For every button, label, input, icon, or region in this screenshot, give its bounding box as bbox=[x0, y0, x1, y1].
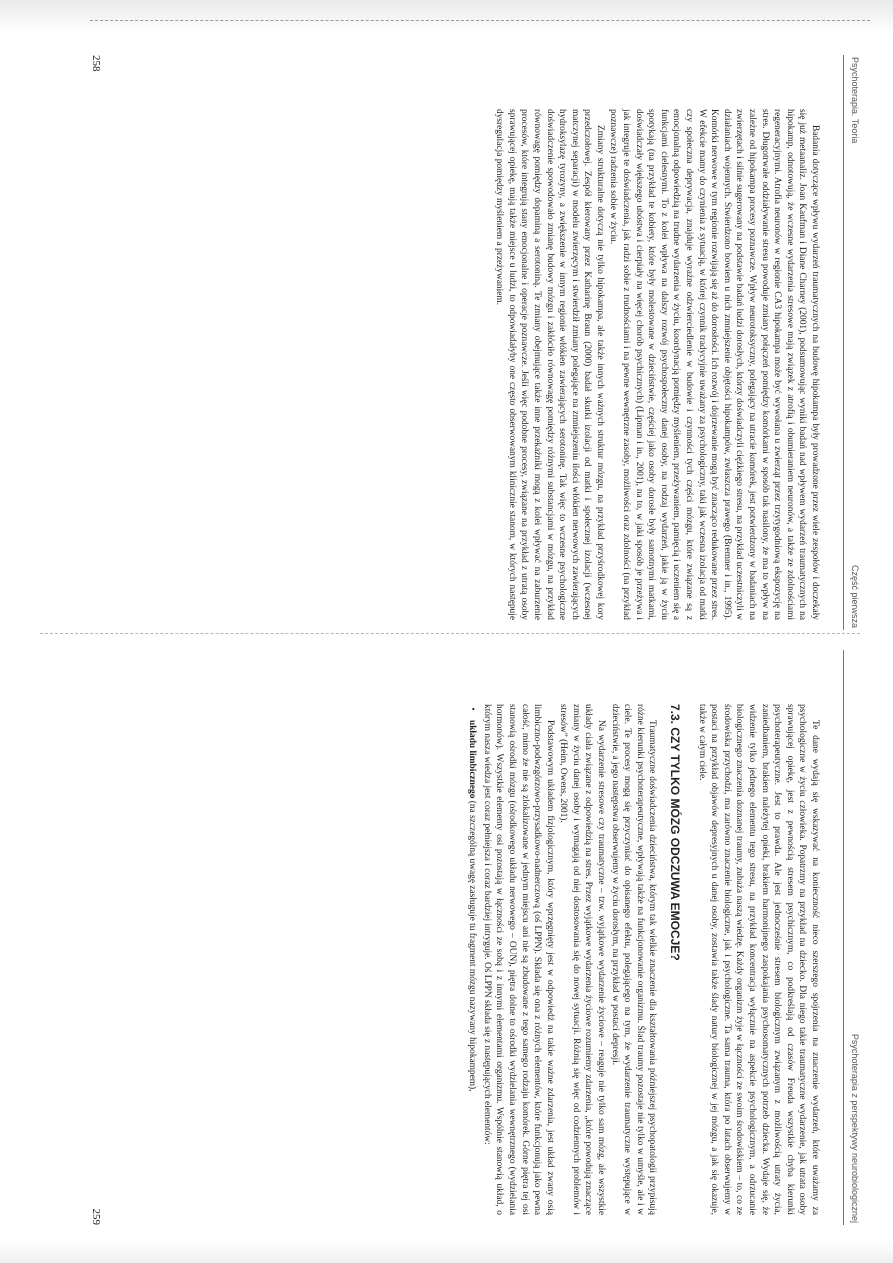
running-header bbox=[843, 55, 860, 630]
left-page bbox=[90, 55, 860, 630]
list-item-text bbox=[466, 720, 479, 1092]
right-page bbox=[90, 650, 860, 1225]
paragraph: Zmiany strukturalne dotyczą nie tylko hipokampa, ale także innych ważnych struktur mózgu, na przykład przyśrodkowej kory przedczołowej. Zespół kierowany przez Katharinę Braun (2000) badał skutki izolacji od matki i społecznej izolacji (wczesnej matczynej separacji) w modelu zwierzęcym i stwierdził zmiany polegające na zmniejszeniu ilości włókien nerwowych zawierających hydroksylazę tyrozyny, a zwiększenie w innym regionie włókien zawierających serotoninę. Tak więc to wczesne psychologiczne doświadczenie spowodowało zmianę budowy mózgu i zakłóciło równowagę pomiędzy różnymi substancjami w mózgu, na przykład równowagę pomiędzy dopaminą a serotoniną. Te zmiany obejmujące także inne przekaźniki mogą z kolei wpływać na zaburzenie procesów, które integrują stany emocjonalne i operacje poznawcze. Jeśli więc podobne procesy, związane na przykład z utratą osoby sprawującej opiekę, mają także miejsce u ludzi, to odpowiadałyby one często obserwowanym klinicznie stanom, w których następuje dysregulacja pomiędzy myśleniem a przeżywaniem. bbox=[494, 109, 605, 620]
list-item bbox=[466, 704, 479, 1215]
paragraph: Badania dotyczące wpływu wydarzeń traumatycznych na budowę hipokampa były prowadzone przez wiele zespołów i doczekały się już metaanaliz. Joan Kaufman i Diane Charney (2001), podsumowując wyniki badań nad wpływem wydarzeń traumatycznych na hipokamp, odnotowują, że wczesne wydarzenia stresowe mają związek z atrofią i obumieraniem neuronów, a także ze zdolnościami regeneracyjnymi. Atrofia neuronów w regionie CA3 hipokampa może być wywołana u zwierząt przez trzytygodniową ekspozycję na stres. Długotrwałe oddziaływanie stresu powoduje zmiany połączeń pomiędzy komórkami w sposób tak nasilony, że ma to wpływ na zależne od hipokampa procesy poznawcze. Wpływ neurotoksyczny, polegający na utracie komórek, jest potwierdzony w badaniach na zwierzętach i silnie sugerowany na podstawie badań ludzi dorosłych, którzy doświadczyli ciężkiego stresu, na przykład uczestniczyli w działaniach wojennych. Stwierdzono bowiem u nich zmniejszenie objętości hipokampów, zwłaszcza prawego (Bremner i in., 1995). Komórki nerwowe w tym regionie rozwijają się aż do dorosłości. Ich rozwój i dojrzewanie mogą być znacząco redukowane przez stres. W efekcie mamy do czynienia z sytuacją, w której czynnik tradycyjnie uważany za psychologiczny, taki jak wczesna izolacja od matki czy społeczna deprywacja, znajduje wyraźne odzwierciedlenie w budowie i czynności tych części mózgu, które związane są z emocjonalną odpowiedzią na trudne wydarzenia w życiu, koordynacją pomiędzy myśleniem, przeżywaniem, pamięcią i uczeniem się a funkcjami cielesnymi. To z kolei wpływa na dalszy rozwój psychospołeczny danej osoby, na rodzaj wydarzeń, jakie ją w życiu spotykają (na przykład te kobiety, które były molestowane w dzieciństwie, częściej jako osoby dorosłe były samotnymi matkami, doświadczały większego ubóstwa i cierpiały na więcej chorób psychicznych) (Lipman i in., 2001), na to, w jaki sposób je przeżywa i jak integruje te doświadczenia, jak radzi sobie z trudnościami i na pewne wewnętrzne zasoby, możliwości oraz zdolności (na przykład poznawcze) radzenia sobie w życiu. bbox=[608, 109, 820, 620]
bullet-dot-icon: • bbox=[467, 707, 478, 711]
scan-top-edge bbox=[0, 0, 893, 34]
running-header-right: Część pierwsza bbox=[850, 564, 860, 628]
paragraph: Te dane wydają się wskazywać na konieczność nieco szerszego spojrzenia na znaczenie wydarzeń, które uważamy za psychologiczne w życiu człowieka. Popatrzmy na przykład na dziecko. Dla niego takie traumatyczne wydarzenie, jak utrata osoby sprawującej opiekę, jest z pewnością stresem psychicznym, co podkreślają od czasów Freuda wszystkie chyba kierunki psychoterapeutyczne. Jest to prawda. Ale jest jednocześnie stresem biologicznym związanym z możliwością utraty życia, zaniedbaniem, brakiem należytej opieki, brakiem harmonijnego zaspokajania psychosomatycznych potrzeb dziecka. Wydaje się, że widzenie tylko jednego elementu tego stresu, na przykład koncentracja wyłącznie na aspekcie psychologicznym, a odrzucanie biologicznego znaczenia doznanej traumy, zubaża naszą wiedzę. Każdy organizm żyje w łączności ze swoim środowiskiem – to, co ze środowiska przychodzi, ma zarówno znaczenie biologiczne, jak i psychologiczne. Ta sama trauma, która po latach obserwujemy w postaci na przykład objawów depresyjnych u danej osoby, zostawia także ślady natury biologicznej w jej mózgu, a jak się okazuje, także w całym ciele. bbox=[696, 704, 820, 1215]
scan-top-rule bbox=[90, 20, 870, 21]
running-header-left: Psychoterapia. Teoria bbox=[850, 57, 860, 144]
page-gutter bbox=[40, 633, 860, 634]
running-header bbox=[843, 650, 860, 1225]
running-header-right: Psychoterapia z perspektywy neurobiologicznej bbox=[850, 1033, 860, 1223]
page-body bbox=[466, 650, 821, 1225]
page-body bbox=[492, 55, 821, 630]
list-item-term: układu limbicznego bbox=[467, 720, 478, 799]
section-heading: 7.3. CZY TYLKO MÓZG ODCZUWA EMOCJE? bbox=[668, 704, 683, 961]
list-item-rest: (na szczególną uwagę zasługuje tu fragment mózgu nazywany hipokampem), bbox=[467, 798, 478, 1092]
paragraph: Na wydarzenie stresowe czy traumatyczne – tzw. wyjątkowe wydarzenie życiowe – reaguje nie tylko sam mózg, ale wszystkie układy ciała związane z odpowiedzią na stres. Przez wyjątkowe wydarzenia życiowe rozumiemy zdarzenia, „które powodują znaczące zmiany w życiu danej osoby i wymagają od niej dostosowania się do nowej sytuacji. Różnią się więc od codziennych problemów i stresów” (Heim, Owens, 2001). bbox=[558, 704, 607, 1215]
paragraph: Traumatyczne doświadczenia dzieciństwa, którym tak wielkie znaczenie dla kształtowania późniejszej psychopatologii przypisują różne kierunki psychoterapeutyczne, wpływają także na funkcjonowanie organizmu. Ślad traumy pozostaje nie tylko w umyśle, ale i w ciele. Te procesy mogą się przyczyniać do opisanego efektu, polegającego na tym, że wydarzenie traumatyczne występujące w dzieciństwie, a jego następstwa obserwujemy w życiu dorosłym, na przykład w postaci depresji. bbox=[609, 704, 658, 1215]
page-number: 259 bbox=[90, 1208, 102, 1225]
paragraph: Podstawowym układem fizjologicznym, który wprzęgnięty jest w odpowiedź na takie ważne zdarzenia, jest układ zwany osią limbiczno-podwzgórzowo-przysadkowo-nadnerczową (oś LPPN). Składa się ona z różnych elementów, które funkcjonują jako pewna całość, mimo że nie są zlokalizowane w jednym miejscu ani nie są zbudowane z tego samego rodzaju komórek. Górne piętra tej osi stanowią ośrodki mózgu (ośrodkowego układu nerwowego – OUN), piętra dolne to ośrodki wydzielania wewnętrznego (wydzielania hormonów). Wszystkie elementy osi pozostają w łączności ze sobą i z innymi elementami organizmu. Wspólnie stanowią układ, o którym nasza wiedza jest coraz pełniejsza i coraz bardziej intryguje. Oś LPPN składa się z następujących elementów: bbox=[481, 704, 555, 1215]
scan-bottom-edge bbox=[0, 1241, 893, 1263]
page-number: 258 bbox=[90, 55, 102, 72]
